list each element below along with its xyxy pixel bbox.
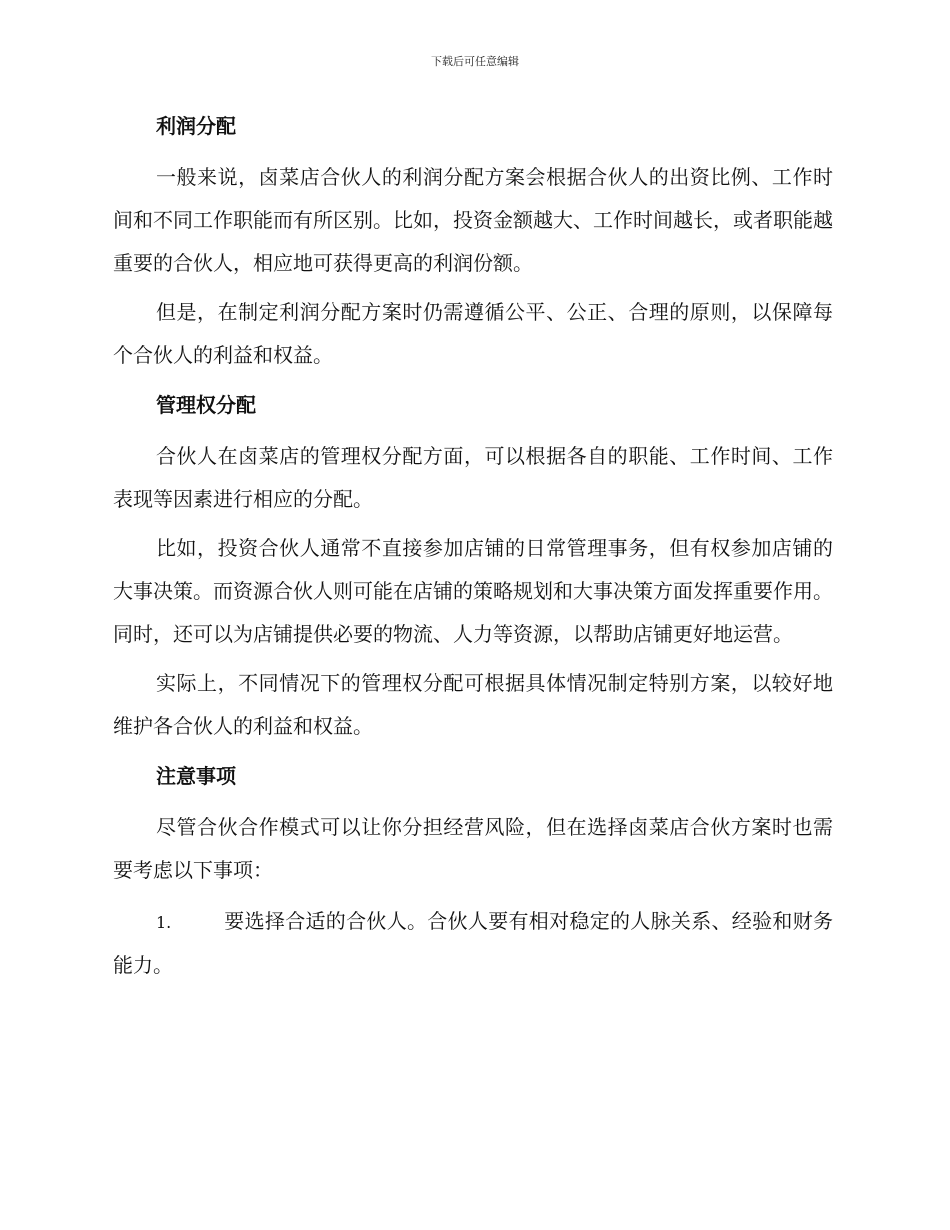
section-heading: 管理权分配 [156, 393, 256, 417]
section-management-rights [113, 383, 833, 748]
paragraph: 实际上，不同情况下的管理权分配可根据具体情况制定特别方案，以较好地维护各合伙人的利益和权益。 [113, 671, 833, 738]
document-body [113, 104, 833, 987]
paragraph: 比如，投资合伙人通常不直接参加店铺的日常管理事务，但有权参加店铺的大事决策。而资源合伙人则可能在店铺的策略规划和大事决策方面发挥重要作用。同时，还可以为店铺提供必要的物流、人力等资源，以帮助店铺更好地运营。 [113, 536, 833, 646]
section-heading: 利润分配 [156, 114, 236, 138]
section-profit-distribution [113, 104, 833, 377]
paragraph: 合伙人在卤菜店的管理权分配方面，可以根据各自的职能、工作时间、工作表现等因素进行相应的分配。 [113, 444, 833, 511]
section-heading: 注意事项 [156, 764, 236, 788]
list-text: 要选择合适的合伙人。合伙人要有相对稳定的人脉关系、经验和财务能力。 [113, 909, 833, 977]
section-notes [113, 754, 833, 987]
paragraph: 尽管合伙合作模式可以让你分担经营风险，但在选择卤菜店合伙方案时也需要考虑以下事项： [113, 815, 833, 882]
paragraph: 一般来说，卤菜店合伙人的利润分配方案会根据合伙人的出资比例、工作时间和不同工作职能而有所区别。比如，投资金额越大、工作时间越长，或者职能越重要的合伙人，相应地可获得更高的利润份额。 [113, 165, 833, 275]
list-item [113, 900, 833, 987]
list-number: 1. [156, 913, 172, 932]
page-header: 下载后可任意编辑 [431, 55, 519, 68]
paragraph: 但是，在制定利润分配方案时仍需遵循公平、公正、合理的原则，以保障每个合伙人的利益和权益。 [113, 300, 833, 367]
